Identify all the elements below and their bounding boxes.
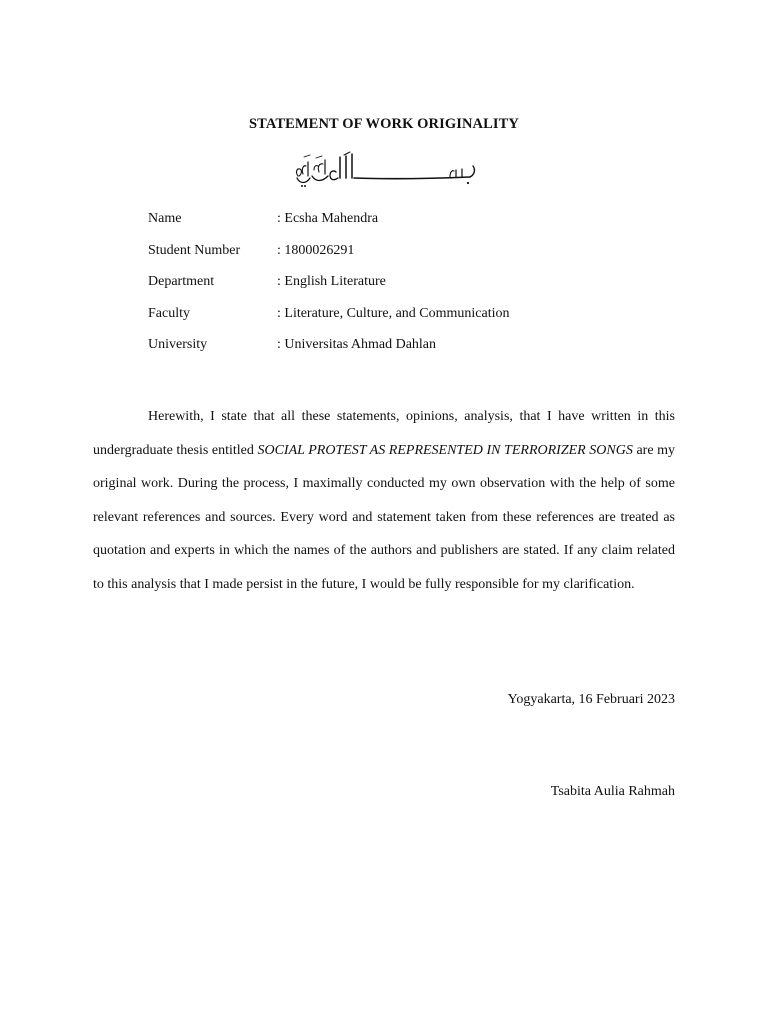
place-date: Yogyakarta, 16 Februari 2023 bbox=[507, 692, 675, 707]
info-value: : Literature, Culture, and Communication bbox=[277, 305, 510, 321]
basmalah-calligraphy bbox=[292, 148, 480, 190]
info-value: : English Literature bbox=[277, 274, 386, 289]
info-row-faculty bbox=[148, 306, 668, 338]
student-info-table bbox=[148, 211, 668, 369]
statement-paragraph bbox=[93, 400, 675, 601]
thesis-title: SOCIAL PROTEST AS REPRESENTED IN TERRORIZER SONGS bbox=[257, 442, 633, 458]
info-row-name bbox=[148, 211, 668, 243]
info-label: Student Number bbox=[148, 242, 241, 258]
info-label: Name bbox=[148, 211, 182, 226]
info-label: Faculty bbox=[148, 305, 190, 321]
info-label: University bbox=[148, 337, 208, 352]
page-title: STATEMENT OF WORK ORIGINALITY bbox=[249, 116, 519, 132]
info-row-university bbox=[148, 337, 668, 369]
info-value: : Ecsha Mahendra bbox=[277, 211, 379, 226]
info-row-student-number bbox=[148, 243, 668, 275]
signer-name: Tsabita Aulia Rahmah bbox=[550, 784, 675, 799]
info-label: Department bbox=[148, 274, 215, 289]
statement-text-part1: Herewith, I state that all these statements, opinions, analysis, that I have written in this undergraduate thesis entitled bbox=[93, 409, 675, 458]
info-value: : Universitas Ahmad Dahlan bbox=[277, 337, 437, 352]
info-value: : 1800026291 bbox=[277, 242, 355, 258]
statement-text-part2: are my original work. During the process, I maximally conducted my own observation with the help of some relevant references and sources. Every word and statement taken from these references are treated as quotation and experts in which the names of the authors and publishers are stated. If any claim related to this analysis that I made persist in the future, I would be fully responsible for my clarification. bbox=[93, 442, 676, 592]
info-row-department bbox=[148, 274, 668, 306]
